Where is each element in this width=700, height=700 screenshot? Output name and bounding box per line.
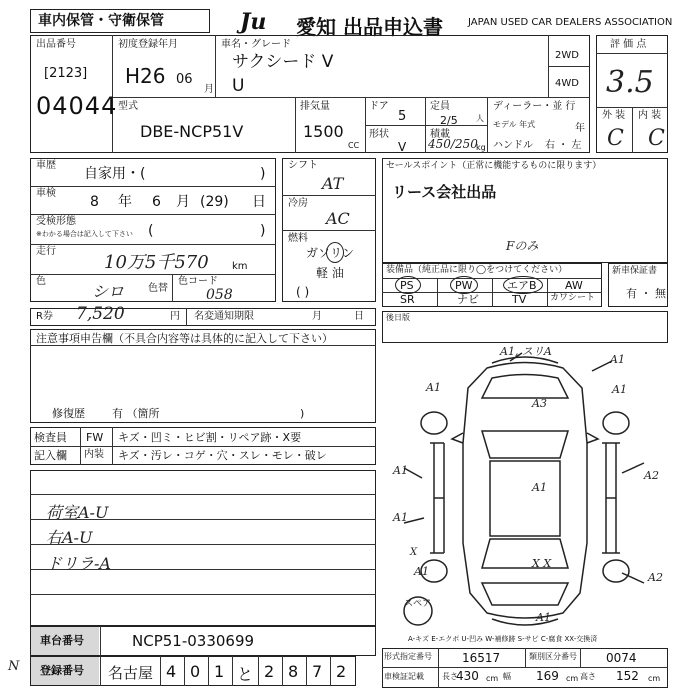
repair-history-value: 有 （箇所 (112, 407, 160, 420)
equip-ps: PS (400, 279, 414, 292)
cert-value: 16517 (462, 651, 501, 665)
score-value: 3.5 (606, 65, 654, 100)
height-label: 高さ (580, 672, 596, 681)
width-label: 幅 (503, 672, 511, 681)
ju-logo: Ju (240, 9, 267, 35)
receiving-close: ) (260, 223, 266, 239)
mark-right-side: A2 (644, 469, 659, 482)
inspector-entry-label: 記入欄 (34, 449, 67, 462)
equip-sr: SR (400, 293, 415, 306)
cert-label: 形式指定番号 (384, 652, 432, 661)
fuel-diesel: 軽 油 (316, 266, 344, 280)
inspection-month: 6 (152, 194, 161, 210)
receiving-open: ( (148, 223, 154, 239)
inspection-day: (29) (200, 194, 229, 210)
plate-digit-7: 2 (336, 662, 347, 681)
mark-front-right: A1 (610, 353, 625, 366)
warranty-value: 有 ・ 無 (626, 287, 666, 300)
mark-left-rear-door: A1 (393, 511, 408, 524)
note-line-3: ドリラ-A (46, 554, 111, 573)
fuel-circle-mark (326, 242, 344, 263)
sales-point-value: リース会社出品 (392, 183, 497, 201)
ps-circle-mark (395, 276, 421, 294)
model-code: DBE-NCP51V (140, 122, 244, 141)
cooling-label: 冷房 (288, 198, 308, 209)
history-close: ) (260, 166, 266, 182)
equip-aw: AW (565, 279, 583, 292)
recycle-unit: 円 (170, 311, 180, 322)
tax-label: 名変通知期限 (194, 311, 254, 322)
lot-number: 04044 (36, 92, 118, 120)
damage-legend: A-キズ E-エクボ U-凹み W-補修跡 S-サビ C-腐食 XX-交換済 (408, 635, 598, 643)
fw-label: FW (86, 431, 104, 444)
airbag-circle-mark (503, 276, 543, 294)
warranty-label: 新車保証書 (612, 266, 658, 276)
plate-digit-4: 2 (264, 662, 275, 681)
handle-label: ハンドル (493, 140, 533, 151)
cautions-label: 注意事項申告欄（不具合内容等は具体的に記入して下さい） (36, 332, 333, 345)
exterior-score-label: 外 装 (602, 110, 626, 121)
recycle-value: 7,520 (76, 304, 125, 324)
mileage-value: 10万5千570 (104, 252, 209, 273)
height-unit: cm (648, 674, 661, 683)
mark-hood: A3 (532, 397, 547, 410)
mark-roof: A1 (532, 481, 547, 494)
equip-navi: ナビ (457, 293, 479, 306)
plate-kana: と (237, 665, 254, 684)
tax-day-unit: 日 (354, 311, 364, 322)
fuel-label: 燃料 (288, 233, 308, 244)
door-label: ドア (369, 101, 389, 112)
class-value: 0074 (606, 651, 637, 665)
color-code: 058 (206, 287, 233, 303)
exterior-score: C (607, 126, 624, 151)
recycle-label: R券 (36, 311, 53, 322)
capacity-label: 定員 (430, 101, 450, 112)
receiving-note: ※わかる場合は記入して下さい (36, 230, 133, 238)
sales-point-label: セールスポイント（正常に機能するものに限ります） (386, 161, 602, 171)
dealer-label: ディーラー・並 行 (493, 101, 576, 112)
shift-value: AT (322, 174, 344, 193)
mark-left-front-door: A1 (393, 464, 408, 477)
plate-digit-3: 1 (214, 662, 225, 681)
equip-tv: TV (512, 293, 527, 306)
storage-tag: 車内保管・守衛保管 (38, 13, 164, 29)
load-unit: kg (476, 143, 486, 152)
plate-digit-2: 0 (190, 662, 201, 681)
capacity-value: 2/5 (440, 114, 458, 127)
engine-label: 排気量 (300, 101, 330, 112)
length-label: 長さ (442, 672, 458, 681)
later-marks-label: 後日版 (386, 313, 410, 322)
association-name: JAPAN USED CAR DEALERS ASSOCIATION (468, 17, 673, 28)
vehicle-name-label: 車名・グレード (221, 39, 291, 50)
plate-digit-6: 7 (312, 662, 323, 681)
registration-month-unit: 月 (204, 84, 214, 95)
mileage-unit: km (232, 261, 248, 272)
history-value: 自家用・( (84, 166, 146, 182)
class-label: 類別区分番号 (529, 652, 577, 661)
repaint-label: 色替 (148, 283, 168, 294)
fuel-other: ( ) (296, 285, 310, 299)
history-label: 車歴 (36, 160, 56, 171)
plate-digit-1: 4 (166, 662, 177, 681)
fw-items: キズ・凹ミ・ヒビ割・リペア跡・X要 (118, 431, 302, 444)
lot-bracket-number: [2123] (44, 66, 88, 81)
chassis-number: NCP51-0330699 (132, 632, 255, 650)
load-label: 積載 (430, 129, 450, 140)
engine-size: 1500 (303, 122, 344, 141)
shape-value: V (398, 140, 407, 154)
mark-rear-left: A1 (414, 565, 429, 578)
repair-history-close: ) (300, 407, 305, 420)
mark-front-bumper: A1, スリA (500, 345, 552, 358)
vehicle-name: サクシード V (232, 52, 334, 72)
mark-right-front-wheel: A1 (612, 383, 627, 396)
load-value: 450/250 (428, 137, 478, 151)
equipment-label: 装備品（純正品に限り◯をつけてください） (386, 265, 568, 275)
plate-label: 登録番号 (40, 664, 84, 677)
tax-month-unit: 月 (312, 311, 322, 322)
model-year-unit: 年 (575, 123, 585, 134)
inspector-label: 検査員 (34, 431, 67, 444)
equip-airbag: エアB (507, 279, 537, 292)
fuel-gasoline: ガソリン (306, 246, 355, 260)
mark-rear-glass: X X (532, 557, 552, 570)
color-value: シロ (92, 282, 125, 301)
registration-month: 06 (176, 72, 193, 87)
cooling-value: AC (326, 209, 350, 228)
corner-mark: N (8, 659, 20, 674)
interior-score-label: 内 装 (638, 110, 662, 121)
later-marks-box (382, 311, 668, 343)
handle-options: 右 ・ 左 (545, 140, 582, 151)
height-value: 152 (616, 669, 639, 683)
length-unit: cm (486, 674, 499, 683)
interior-items: キズ・汚レ・コゲ・穴・スレ・モレ・破レ (118, 449, 327, 462)
inspection-month-unit: 月 (176, 194, 190, 210)
mark-x-small: X (410, 547, 418, 558)
length-value: 430 (456, 669, 479, 683)
capacity-unit: 人 (476, 114, 484, 123)
first-registration-label: 初度登録年月 (118, 39, 178, 50)
plate-digit-5: 8 (288, 662, 299, 681)
mark-front-left-wheel: A1 (426, 381, 441, 394)
repair-history-label: 修復歴 (52, 407, 85, 420)
inspection-year-unit: 年 (118, 194, 132, 210)
spare-tire-label: スペア (404, 599, 432, 609)
note-line-2: 右A-U (46, 528, 93, 547)
lot-label: 出品番号 (36, 39, 76, 50)
color-label: 色 (36, 276, 46, 287)
model-year-label: モデル 年式 (493, 120, 536, 129)
interior-score: C (648, 126, 665, 151)
width-value: 169 (536, 669, 559, 683)
inspection-year: 8 (90, 194, 99, 210)
sales-point-note: Fのみ (506, 239, 539, 253)
mark-rear-right: A2 (648, 571, 663, 584)
plate-region: 名古屋 (108, 664, 154, 682)
shape-label: 形状 (369, 129, 389, 140)
width-unit: cm (566, 674, 579, 683)
note-line-1: 荷室A-U (46, 503, 109, 522)
receiving-label: 受検形態 (36, 216, 76, 227)
color-code-label: 色コード (178, 276, 218, 287)
form-title: 愛知 出品申込書 (296, 15, 443, 39)
score-label: 評 価 点 (610, 39, 647, 50)
dims-label: 車検証記載 (384, 672, 424, 681)
mileage-label: 走行 (36, 246, 56, 257)
mark-rear-bumper: A1 (536, 611, 551, 624)
model-label: 型式 (118, 101, 138, 112)
inspection-label: 車検 (36, 188, 56, 199)
drive-2wd: 2WD (555, 50, 579, 61)
vehicle-grade: U (232, 76, 245, 96)
equip-leather: カワシート (550, 293, 596, 303)
drive-4wd: 4WD (555, 78, 579, 89)
shift-label: シフト (288, 160, 318, 171)
pw-circle-mark (450, 276, 478, 294)
registration-era: H26 (125, 64, 166, 88)
engine-unit: CC (348, 141, 360, 150)
equip-pw: PW (455, 279, 473, 292)
door-value: 5 (398, 109, 407, 124)
interior-label: 内装 (84, 449, 104, 460)
chassis-label: 車台番号 (40, 634, 84, 647)
inspection-day-unit: 日 (252, 194, 266, 210)
